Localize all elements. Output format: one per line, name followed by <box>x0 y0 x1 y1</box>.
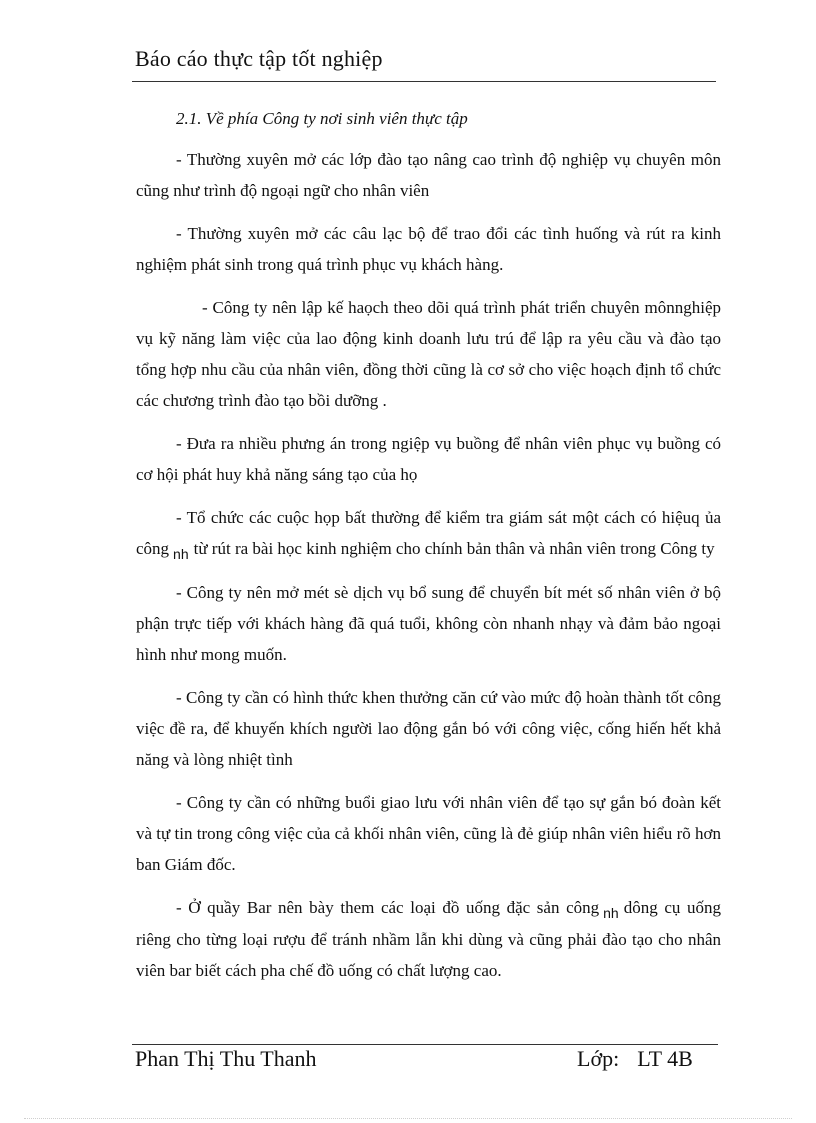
paragraph-rewards: - Công ty cần có hình thức khen thưởng căn cứ vào mức độ hoàn thành tốt công việc đề ra, để khuyến khích người lao động gắn bó với công việc, cống hiến hết khả năng và lòng nhiệt tình <box>136 688 721 769</box>
page-header-title: Báo cáo thực tập tốt nghiệp <box>135 46 383 71</box>
document-body <box>136 103 721 998</box>
paragraph-staff-exchange: - Công ty cần có những buổi giao lưu với nhân viên để tạo sự gắn bó đoàn kết và tự tin trong công việc của cả khối nhân viên, cũng là đẻ giúp nhân viên hiểu rõ hơn ban Giám đốc. <box>136 793 721 874</box>
bar-text-after: dông cụ uống riêng cho từng loại rượu để tránh nhầm lẫn khi dùng và cũng phải đào tạo cho nhân viên bar biết cách pha chế đồ uống có chất lượng cao. <box>136 898 721 980</box>
bar-subscript: nh <box>603 905 619 921</box>
header-divider <box>132 81 716 82</box>
meeting-subscript: nh <box>173 546 189 562</box>
footer-class <box>577 1046 693 1072</box>
page-bottom-edge <box>24 1118 792 1119</box>
footer-divider <box>132 1044 718 1045</box>
paragraph-development-plan: - Công ty nên lập kế haọch theo dõi quá trình phát triển chuyên mônnghiệp vụ kỹ năng làm việc của lao động kinh doanh lưu trú để lập ra yêu cầu và đào tạo tổng hợp nhu cầu của nhân viên, đồng thời cũng là cơ sở cho việc hoạch định tổ chức các chương trình đào tạo bồi dưỡng . <box>136 298 721 410</box>
paragraph-additional-services: - Công ty nên mở mét sè dịch vụ bổ sung để chuyển bít mét số nhân viên ở bộ phận trực tiếp với khách hàng đã quá tuổi, không còn nhanh nhạy và đảm bảo ngoại hình như mong muốn. <box>136 583 721 664</box>
footer-class-label: Lớp: <box>577 1046 620 1071</box>
paragraph-meetings <box>136 502 721 565</box>
section-heading: 2.1. Về phía Công ty nơi sinh viên thực tập <box>176 109 468 128</box>
meeting-text-before: - Tổ chức các cuộc họp bất thường để kiểm tra giám sát một cách có hiệuq ủa công <box>136 508 721 558</box>
paragraph-clubs: - Thường xuyên mở các câu lạc bộ để trao đổi các tình huống và rút ra kinh nghiệm phát sinh trong quá trình phục vụ khách hàng. <box>136 224 721 274</box>
footer-class-value: LT 4B <box>637 1046 693 1071</box>
bar-text-before: - Ở quầy Bar nên bày them các loại đồ uống đặc sản công <box>176 898 600 917</box>
paragraph-training-courses: - Thường xuyên mở các lớp đào tạo nâng cao trình độ nghiệp vụ chuyên môn cũng như trình độ ngoại ngữ cho nhân viên <box>136 150 721 200</box>
paragraph-room-service: - Đưa ra nhiều phưng án trong ngiệp vụ buồng để nhân viên phục vụ buồng có cơ hội phát huy khả năng sáng tạo của họ <box>136 434 721 484</box>
paragraph-bar <box>136 892 721 986</box>
meeting-text-after: từ rút ra bài học kinh nghiệm cho chính bản thân và nhân viên trong Công ty <box>193 539 715 558</box>
footer-student-name: Phan Thị Thu Thanh <box>135 1046 317 1071</box>
